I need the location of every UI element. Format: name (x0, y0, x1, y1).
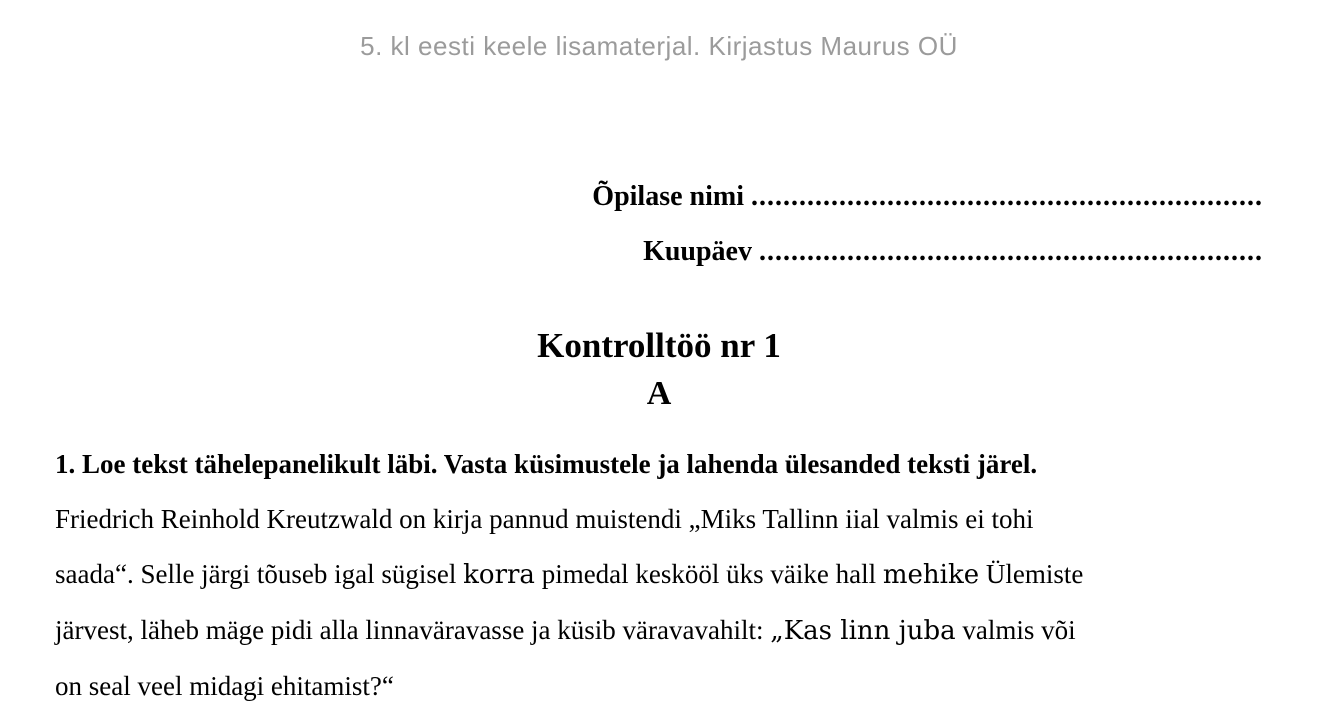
fill-in-label: Kuupäev (643, 236, 759, 267)
text-segment: valmis või (955, 615, 1076, 645)
student-fill-fields (55, 169, 1263, 279)
exercise-text (55, 492, 1285, 714)
text-line (55, 603, 1285, 659)
dotted-write-line: ................................................................ (751, 181, 1263, 212)
text-line (55, 492, 1285, 547)
text-segment: järvest, läheb mäge pidi alla linnaväravasse ja küsib väravavahilt: (55, 615, 771, 645)
worksheet-title-block (55, 321, 1263, 417)
text-segment: korra (463, 560, 535, 590)
text-segment: saada“. Selle järgi tõuseb igal sügisel (55, 559, 464, 589)
text-line (55, 659, 1285, 714)
fill-in-label: Õpilase nimi (592, 181, 751, 212)
exercise-1 (55, 437, 1285, 714)
text-segment: pimedal keskööl üks väike hall (534, 559, 883, 589)
exercise-instruction: 1. Loe tekst tähelepanelikult läbi. Vasta küsimustele ja lahenda ülesanded teksti järel. (55, 449, 1038, 479)
dotted-write-line: ............................................................... (759, 236, 1263, 267)
page-header-imprint: 5. kl eesti keele lisamaterjal. Kirjastus Maurus OÜ (360, 31, 958, 61)
text-segment: on seal veel midagi ehitamist?“ (55, 671, 394, 701)
worksheet-title: Kontrolltöö nr 1 (537, 326, 781, 365)
text-segment: mehike (882, 560, 980, 590)
worksheet-variant-letter: A (646, 375, 672, 412)
text-segment: Ülemiste (979, 559, 1084, 589)
text-segment: Friedrich Reinhold Kreutzwald on kirja pannud muistendi „Miks Tallinn iial valmis ei tohi (55, 504, 1034, 534)
fill-in-line-date (55, 224, 1263, 279)
fill-in-line-name (55, 169, 1263, 224)
text-line (55, 547, 1285, 603)
text-segment: „Kas linn juba (770, 616, 956, 646)
